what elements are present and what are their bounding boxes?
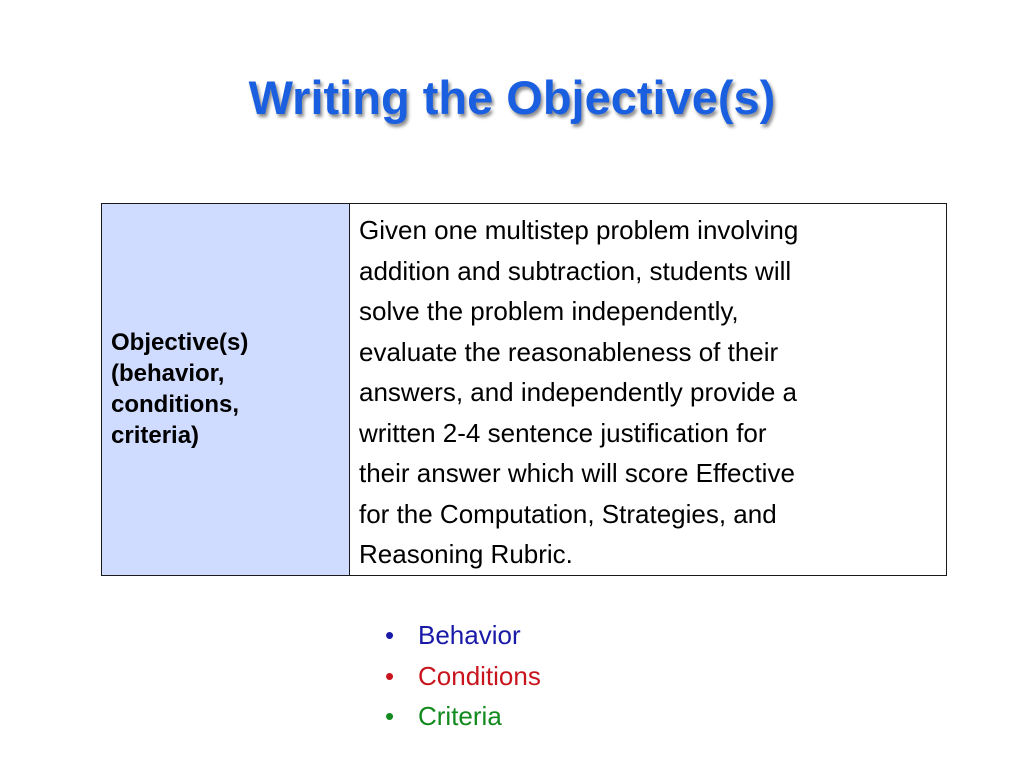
objective-label-cell <box>102 204 350 576</box>
component-bullet-list <box>385 615 541 737</box>
objective-table <box>101 203 947 576</box>
objective-text-line: addition and subtraction, students will <box>359 255 792 286</box>
bullet-dot-icon: • <box>385 701 395 731</box>
bullet-item-behavior <box>385 615 541 656</box>
bullet-dot-icon: • <box>385 660 395 691</box>
objective-text-line: Reasoning Rubric. <box>359 539 573 569</box>
objective-text-line: written 2-4 sentence justification for <box>359 417 767 448</box>
bullet-item-conditions <box>385 656 541 697</box>
objective-text-line: Given one multistep problem involving <box>359 215 799 245</box>
objective-label-line: Objective(s) <box>111 329 249 357</box>
objective-text-line: their answer which will score Effective <box>359 458 795 488</box>
objective-text-line: solve the problem independently, <box>359 296 739 326</box>
objective-text-line: answers, and independently provide a <box>359 377 797 407</box>
objective-label-line: criteria) <box>111 422 200 450</box>
objective-content-cell <box>350 204 947 576</box>
bullet-label: Behavior <box>418 620 521 650</box>
objective-text-line: for the Computation, Strategies, and <box>359 498 777 529</box>
bullet-dot-icon: • <box>385 620 395 650</box>
bullet-item-criteria <box>385 696 541 737</box>
objective-row <box>102 204 947 576</box>
objective-label-line: (behavior, <box>111 360 225 388</box>
bullet-label: Conditions <box>418 660 541 691</box>
objective-text-line: evaluate the reasonableness of their <box>359 336 779 367</box>
objective-label-line: conditions, <box>111 391 239 419</box>
bullet-label: Criteria <box>418 701 502 731</box>
slide-title: Writing the Objective(s) <box>248 71 776 124</box>
